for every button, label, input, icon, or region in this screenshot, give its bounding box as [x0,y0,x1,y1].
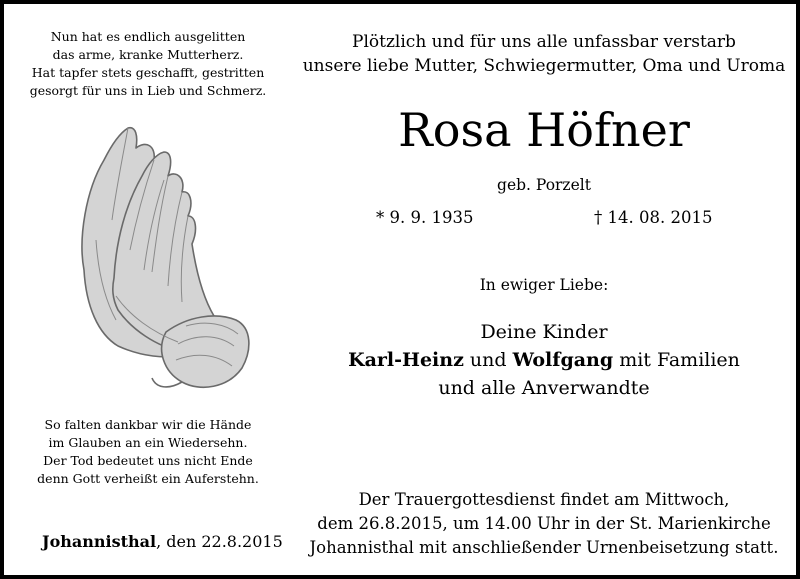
poem-line: denn Gott verheißt ein Auferstehn. [37,471,259,486]
poem-line: Der Tod bedeutet uns nicht Ende [43,453,253,468]
left-column [4,4,292,575]
poem-line: Nun hat es endlich ausgelitten [50,29,246,44]
place: Johannisthal [42,532,157,551]
service-info [292,488,796,560]
maiden-name: geb. Porzelt [497,176,591,194]
family-name: Karl-Heinz [348,349,464,371]
poem-top [4,28,292,100]
poem-line: im Glauben an ein Wiedersehn. [48,435,248,450]
intro-line: Plötzlich und für uns alle unfassbar verstarb [352,32,736,52]
family-line: und alle Anverwandte [438,377,650,399]
service-line: Der Trauergottesdienst findet am Mittwoch, [358,490,730,509]
death-date: † 14. 08. 2015 [594,208,713,227]
praying-hands-icon [56,120,256,400]
family-line: Deine Kinder [480,321,608,343]
birth-date: * 9. 9. 1935 [376,208,474,227]
love-line: In ewiger Liebe: [479,276,609,294]
service-line: dem 26.8.2015, um 14.00 Uhr in der St. Marienkirche [317,514,771,533]
family-connector: und [463,349,513,371]
deceased-name: Rosa Höfner [398,103,690,157]
right-column [292,4,796,575]
family-name: Wolfgang [512,349,614,371]
poem-line: Hat tapfer stets geschafft, gestritten [31,65,265,80]
intro-line: unsere liebe Mutter, Schwiegermutter, Oma und Uroma [302,56,786,76]
date: , den 22.8.2015 [156,532,283,551]
place-date [42,532,283,551]
family-block [292,318,796,402]
poem-line: So falten dankbar wir die Hände [44,417,252,432]
family-names-line [292,346,796,374]
poem-line: gesorgt für uns in Lieb und Schmerz. [29,83,267,98]
poem-bottom [4,416,292,488]
family-rest: mit Familien [613,349,740,371]
poem-line: das arme, kranke Mutterherz. [52,47,244,62]
intro-text [292,30,796,78]
service-line: Johannisthal mit anschließender Urnenbeisetzung statt. [309,538,779,557]
